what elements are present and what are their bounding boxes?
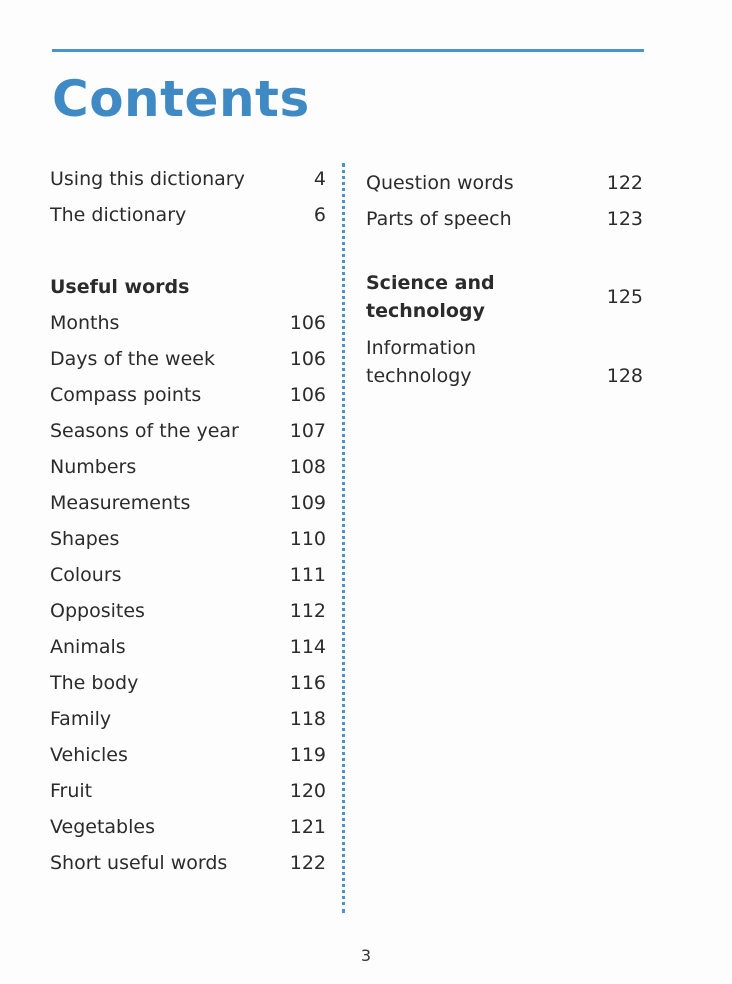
toc-entry[interactable] (50, 453, 326, 481)
toc-entry-page: 111 (289, 564, 326, 586)
toc-entry-label: Compass points (50, 384, 202, 406)
toc-entry[interactable] (50, 345, 326, 373)
toc-entry-label: Numbers (50, 456, 137, 478)
toc-entry-page: 106 (289, 312, 326, 334)
toc-entry-label: Measurements (50, 492, 191, 514)
toc-entry-label: Question words (366, 172, 514, 194)
toc-entry-label: Information technology (366, 337, 476, 387)
toc-entry-page: 110 (289, 528, 326, 550)
toc-entry-page: 114 (289, 636, 326, 658)
toc-entry[interactable] (50, 813, 326, 841)
section-heading-label: Useful words (50, 276, 190, 298)
toc-entry[interactable] (366, 169, 643, 197)
toc-entry[interactable] (366, 334, 643, 390)
section-heading-useful-words (50, 273, 326, 301)
toc-entry-label: Vegetables (50, 816, 155, 838)
toc-entry[interactable] (50, 669, 326, 697)
toc-entry-label: Opposites (50, 600, 145, 622)
page-title: Contents (52, 70, 310, 128)
toc-entry-label: Parts of speech (366, 208, 512, 230)
toc-entry-label: Colours (50, 564, 122, 586)
toc-entry[interactable] (50, 705, 326, 733)
toc-entry-label: The body (50, 672, 139, 694)
toc-entry[interactable] (50, 777, 326, 805)
toc-entry-page: 106 (289, 384, 326, 406)
toc-entry[interactable] (50, 489, 326, 517)
toc-entry[interactable] (366, 205, 643, 233)
toc-entry-label: Fruit (50, 780, 93, 802)
toc-entry[interactable] (50, 849, 326, 877)
toc-entry-page: 109 (289, 492, 326, 514)
toc-entry-label: Family (50, 708, 112, 730)
toc-entry-page: 128 (606, 365, 643, 387)
page-number: 3 (360, 946, 372, 965)
toc-entry-page: 118 (289, 708, 326, 730)
toc-entry-page: 107 (289, 420, 326, 442)
toc-entry-label: The dictionary (50, 204, 187, 226)
toc-entry-page: 106 (289, 348, 326, 370)
toc-entry[interactable] (50, 417, 326, 445)
toc-entry-page: 123 (606, 208, 643, 230)
toc-entry-page: 108 (289, 456, 326, 478)
toc-entry-label: Months (50, 312, 120, 334)
toc-entry[interactable] (50, 633, 326, 661)
toc-entry[interactable] (50, 201, 326, 229)
toc-entry-page: 125 (606, 286, 643, 308)
top-rule (52, 49, 644, 52)
toc-entry[interactable] (50, 741, 326, 769)
toc-entry-label: Shapes (50, 528, 120, 550)
toc-entry[interactable] (50, 597, 326, 625)
toc-entry-label: Animals (50, 636, 126, 658)
toc-entry-page: 6 (313, 204, 326, 226)
section-heading-label: Science and technology (366, 272, 495, 322)
toc-entry-label: Short useful words (50, 852, 228, 874)
toc-entry-label: Vehicles (50, 744, 128, 766)
toc-entry-label: Seasons of the year (50, 420, 239, 442)
toc-entry[interactable] (50, 561, 326, 589)
toc-entry-page: 4 (313, 168, 326, 190)
toc-entry[interactable] (50, 525, 326, 553)
toc-entry-label: Days of the week (50, 348, 215, 370)
toc-entry[interactable] (50, 309, 326, 337)
toc-entry[interactable] (50, 381, 326, 409)
toc-entry-page: 116 (289, 672, 326, 694)
section-heading-science[interactable] (366, 269, 643, 325)
toc-entry-page: 121 (289, 816, 326, 838)
toc-entry-page: 122 (289, 852, 326, 874)
toc-entry-page: 120 (289, 780, 326, 802)
toc-entry-label: Using this dictionary (50, 168, 245, 190)
toc-entry-page: 122 (606, 172, 643, 194)
toc-entry[interactable] (50, 165, 326, 193)
toc-entry-page: 112 (289, 600, 326, 622)
column-divider (342, 163, 345, 913)
toc-entry-page: 119 (289, 744, 326, 766)
